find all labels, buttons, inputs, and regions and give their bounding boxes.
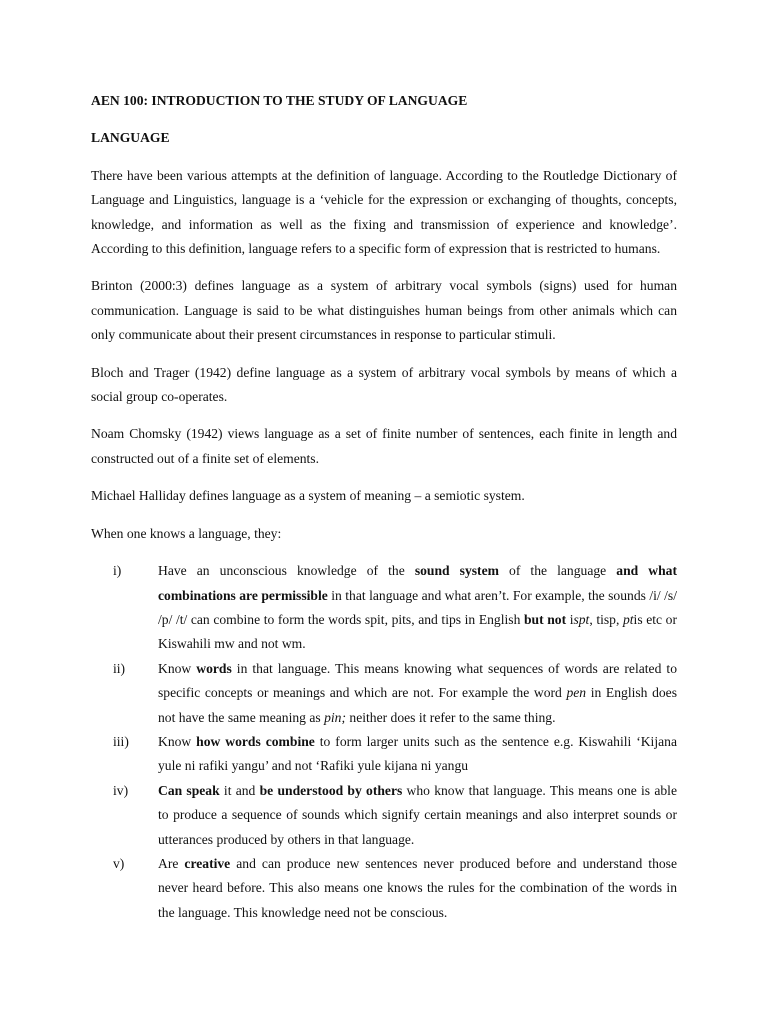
list-item — [91, 730, 677, 779]
paragraph-bloch-trager-definition: Bloch and Trager (1942) define language as a system of arbitrary vocal symbols by means of which a social group co-operates. — [91, 364, 677, 405]
document-title: AEN 100: INTRODUCTION TO THE STUDY OF LANGUAGE — [91, 93, 468, 108]
list-numeral: iv) — [113, 782, 129, 798]
list-numeral: v) — [113, 855, 125, 871]
list-item — [91, 852, 677, 925]
list-item-text: Have an unconscious knowledge of the sound system of the language and what combinations are permissible in that language and what aren’t. For example, the sounds /i/ /s/ /p/ /t/ can combine to form the words spit, pits, and tips in English but not ispt, tisp, ptis etc or Kiswahili mw and not wm. — [158, 563, 677, 652]
paragraph-routledge-definition: There have been various attempts at the definition of language. According to the Routledge Dictionary of Language and Linguistics, language is a ‘vehicle for the expression or exchanging of thoughts, concepts, knowledge, and information as well as the fixing and transmission of experience and knowledge’. According to this definition, language refers to a specific form of expression that is restricted to humans. — [91, 167, 677, 257]
list-item-text: Are creative and can produce new sentences never produced before and understand those never heard before. This also means one knows the rules for the combination of the words in the language. This knowledge need not be conscious. — [158, 855, 678, 920]
list-item — [91, 559, 677, 657]
list-item-text: Can speak it and be understood by others who know that language. This means one is able to produce a sequence of sounds which signify certain meanings and also interpret sounds or utterances produced by others in that language. — [158, 782, 677, 847]
list-numeral: ii) — [113, 660, 126, 676]
list-numeral: iii) — [113, 733, 129, 749]
knowledge-list — [91, 559, 677, 925]
paragraph-chomsky-definition: Noam Chomsky (1942) views language as a set of finite number of sentences, each finite in length and constructed out of a finite set of elements. — [91, 426, 677, 466]
list-numeral: i) — [113, 563, 122, 579]
document-page — [91, 89, 677, 925]
section-heading: LANGUAGE — [91, 130, 170, 146]
list-item-text: Know words in that language. This means knowing what sequences of words are related to specific concepts or meanings and which are not. For example the word pen in English does not have the same meaning as pin; neither does it refer to the same thing. — [158, 660, 677, 725]
paragraph-brinton-definition: Brinton (2000:3) defines language as a system of arbitrary vocal symbols (signs) used for human communication. Language is said to be what distinguishes human beings from other animals which can only communicate about their present circumstances in response to particular stimuli. — [91, 278, 677, 343]
list-intro: When one knows a language, they: — [91, 525, 282, 541]
paragraph-halliday-definition: Michael Halliday defines language as a system of meaning – a semiotic system. — [91, 488, 525, 504]
list-item — [91, 779, 677, 852]
list-item — [91, 657, 677, 730]
list-item-text: Know how words combine to form larger units such as the sentence e.g. Kiswahili ‘Kijana yule ni rafiki yangu’ and not ‘Rafiki yule kijana ni yangu — [158, 733, 677, 774]
